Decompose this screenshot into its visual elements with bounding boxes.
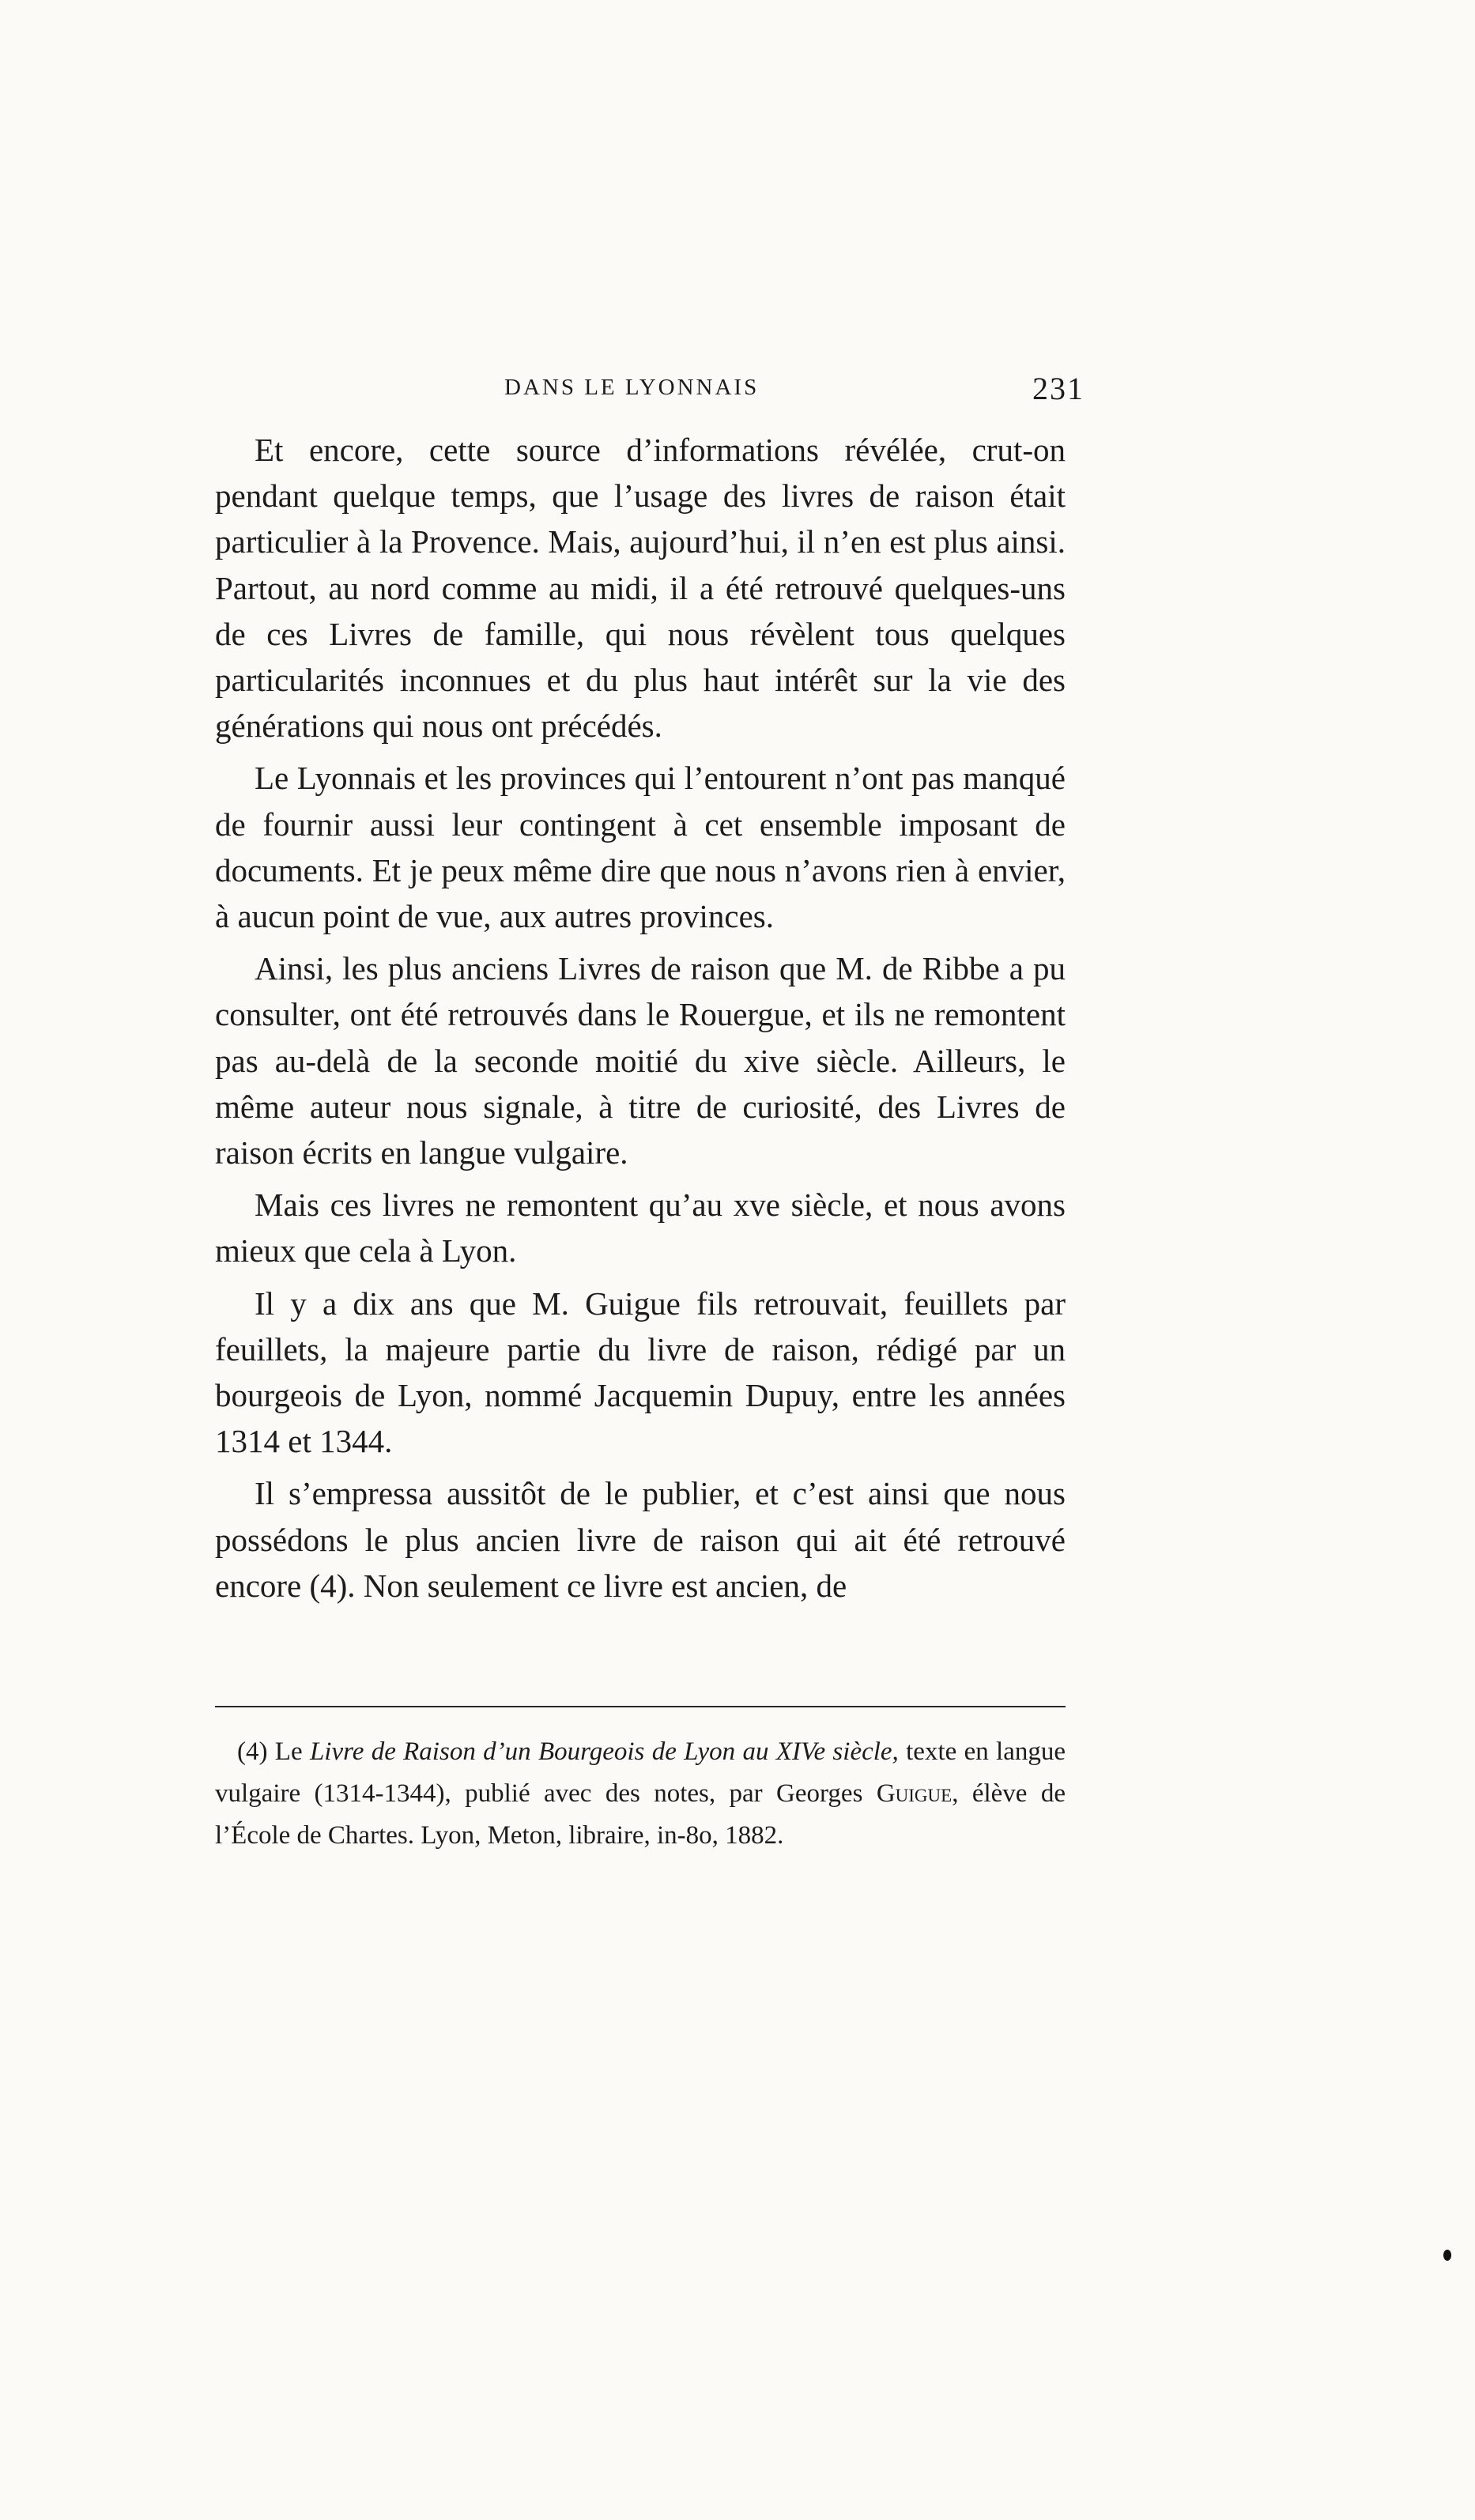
ink-speck	[1443, 2250, 1451, 2261]
footnote-marker: (4) Le	[237, 1737, 303, 1766]
page-number: 231	[1032, 371, 1085, 406]
footnote-title: Livre de Raison d’un Bourgeois de Lyon au XIVe siècle,	[309, 1737, 899, 1766]
footnote-author: Guigue	[876, 1779, 953, 1808]
footnote-text: , élève de l’École de Chartes. Lyon, Meton, libraire, in-8o, 1882.	[215, 1779, 1066, 1850]
paragraph: Le Lyonnais et les provinces qui l’entourent n’ont pas manqué de fournir aussi leur contingent à cet ensemble imposant de documents. Et je peux même dire que nous n’avons rien à envier, à aucun point de vue, aux autres provinces.	[215, 760, 1066, 935]
page-header	[215, 370, 1085, 417]
paragraph: Il s’empressa aussitôt de le publier, et c’est ainsi que nous possédons le plus ancien livre de raison qui ait été retrouvé encore (4). Non seulement ce livre est ancien, de	[215, 1475, 1066, 1604]
paragraph: Et encore, cette source d’informations révélée, crut-on pendant quelque temps, que l’usage des livres de raison était particulier à la Provence. Mais, aujourd’hui, il n’en est plus ainsi. Partout, au nord comme au midi, il a été retrouvé quelques-uns de ces Livres de famille, qui nous révèlent tous quelques particularités inconnues et du plus haut intérêt sur la vie des générations qui nous ont précédés.	[215, 432, 1066, 745]
paragraph: Mais ces livres ne remontent qu’au xve siècle, et nous avons mieux que cela à Lyon.	[215, 1186, 1066, 1269]
running-head: DANS LE LYONNAIS	[504, 375, 760, 400]
footnote	[215, 1731, 1066, 1857]
footnote-text: texte en langue vulgaire (1314-1344), publié avec des notes, par Georges	[215, 1737, 1066, 1808]
footnote-rule	[215, 1706, 1066, 1707]
body-text	[215, 427, 1066, 1609]
paragraph: Il y a dix ans que M. Guigue fils retrouvait, feuillets par feuillets, la majeure partie du livre de raison, rédigé par un bourgeois de Lyon, nommé Jacquemin Dupuy, entre les années 1314 et 1344.	[215, 1285, 1066, 1460]
paragraph: Ainsi, les plus anciens Livres de raison que M. de Ribbe a pu consulter, ont été retrouvés dans le Rouergue, et ils ne remontent pas au-delà de la seconde moitié du xive siècle. Ailleurs, le même auteur nous signale, à titre de curiosité, des Livres de raison écrits en langue vulgaire.	[215, 950, 1066, 1171]
footnote-paragraph	[215, 1731, 1066, 1857]
